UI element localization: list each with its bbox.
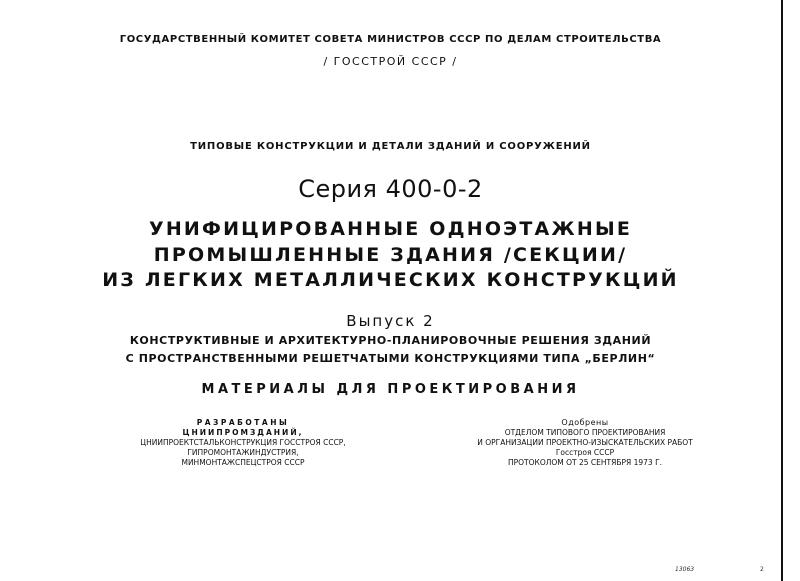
- developed-heading: РАЗРАБОТАНЫ: [196, 418, 290, 427]
- committee-line: ГОСУДАРСТВЕННЫЙ КОМИТЕТ СОВЕТА МИНИСТРОВ СССР ПО ДЕЛАМ СТРОИТЕЛЬСТВА: [119, 34, 662, 45]
- developed-line: ЦНИИПРОМЗДАНИЙ,: [182, 428, 304, 437]
- developed-by-block: [118, 418, 368, 468]
- gosstroy-line: / ГОССТРОЙ СССР /: [323, 55, 458, 68]
- approved-line: ПРОТОКОЛОМ ОТ 25 СЕНТЯБРЯ 1973 Г.: [507, 458, 663, 467]
- subtitle-line-2: С ПРОСТРАНСТВЕННЫМИ РЕШЕТЧАТЫМИ КОНСТРУКЦИЯМИ ТИПА „БЕРЛИН“: [125, 352, 656, 365]
- approved-line: Госстроя СССР: [555, 448, 615, 457]
- subtitle-line-1: КОНСТРУКТИВНЫЕ И АРХИТЕКТУРНО-ПЛАНИРОВОЧНЫЕ РЕШЕНИЯ ЗДАНИЙ: [129, 334, 652, 347]
- developed-line: ЦНИИПРОЕКТСТАЛЬКОНСТРУКЦИЯ ГОССТРОЯ СССР,: [140, 438, 346, 447]
- approved-heading: Одобрены: [561, 418, 609, 427]
- collection-title: ТИПОВЫЕ КОНСТРУКЦИИ И ДЕТАЛИ ЗДАНИЙ И СООРУЖЕНИЙ: [190, 141, 591, 152]
- main-title-line-2: ПРОМЫШЛЕННЫЕ ЗДАНИЯ /СЕКЦИИ/: [153, 244, 628, 266]
- approved-by-block: [455, 418, 715, 468]
- page-number: 2: [760, 566, 764, 573]
- main-title-line-1: УНИФИЦИРОВАННЫЕ ОДНОЭТАЖНЫЕ: [148, 218, 633, 240]
- series-number: Серия 400-0-2: [298, 175, 483, 203]
- issue-number: Выпуск 2: [346, 312, 435, 330]
- stamp-number: 13063: [675, 566, 695, 573]
- developed-line: ГИПРОМОНТАЖИНДУСТРИЯ,: [187, 448, 299, 457]
- materials-heading: МАТЕРИАЛЫ ДЛЯ ПРОЕКТИРОВАНИЯ: [201, 382, 580, 397]
- developed-line: МИНМОНТАЖСПЕЦСТРОЯ СССР: [181, 458, 305, 467]
- main-title-line-3: ИЗ ЛЕГКИХ МЕТАЛЛИЧЕСКИХ КОНСТРУКЦИЙ: [102, 269, 679, 291]
- approved-line: И ОРГАНИЗАЦИИ ПРОЕКТНО-ИЗЫСКАТЕЛЬСКИХ РАБОТ: [477, 438, 693, 447]
- frame-border: [781, 0, 783, 581]
- approved-line: ОТДЕЛОМ ТИПОВОГО ПРОЕКТИРОВАНИЯ: [504, 428, 666, 437]
